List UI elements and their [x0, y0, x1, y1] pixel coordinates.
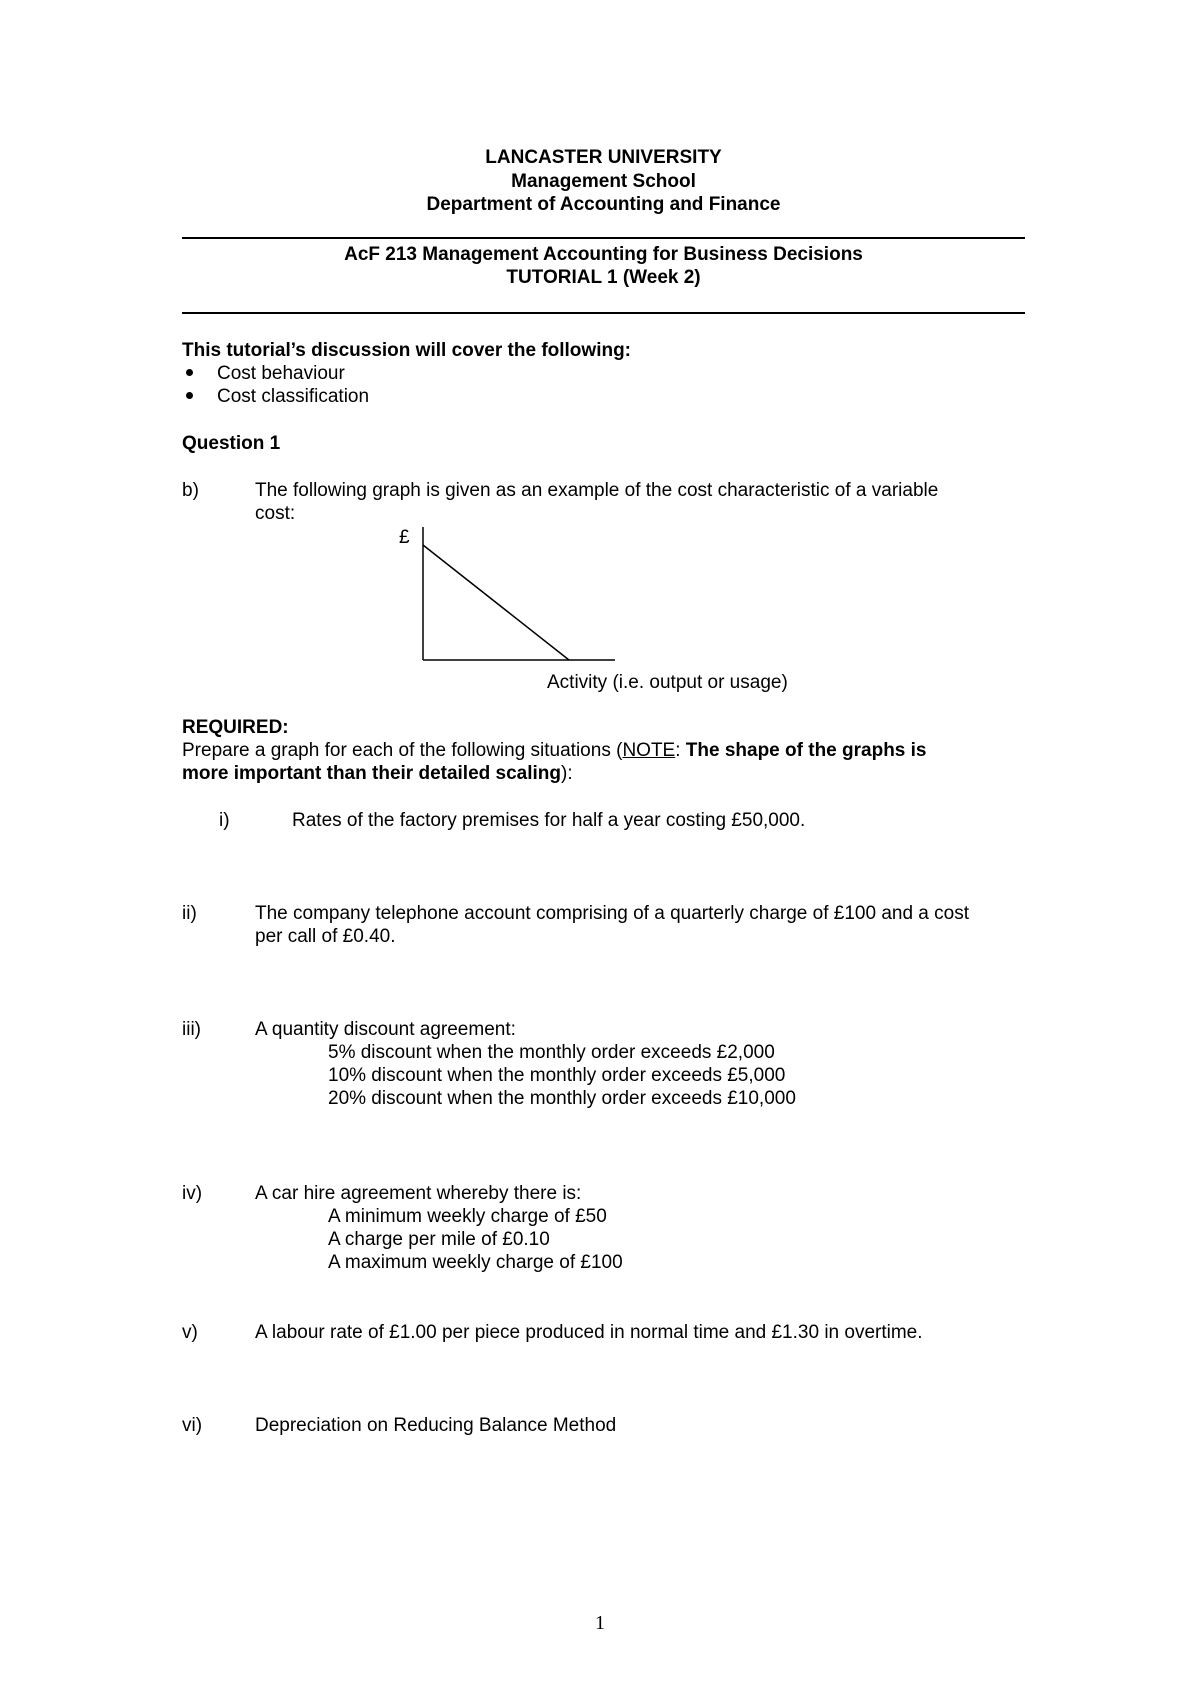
- tutorial-title: TUTORIAL 1 (Week 2): [506, 267, 701, 288]
- bullet-icon: [186, 392, 193, 399]
- item-i-text: Rates of the factory premises for half a year costing £50,000.: [292, 810, 806, 831]
- item-iii-line1: A quantity discount agreement:: [255, 1019, 516, 1040]
- question-heading: Question 1: [182, 433, 281, 454]
- top-divider: [182, 237, 1025, 239]
- required-instruction-line1: Prepare a graph for each of the following situations (NOTE: The shape of the graphs is: [182, 740, 927, 761]
- note-label: NOTE: [622, 740, 676, 761]
- item-ii-label: ii): [182, 903, 197, 924]
- graph-x-label: Activity (i.e. output or usage): [547, 672, 788, 693]
- part-b-label: b): [182, 480, 199, 501]
- item-vi-label: vi): [182, 1415, 203, 1436]
- required-heading: REQUIRED:: [182, 717, 289, 738]
- bottom-divider: [182, 312, 1025, 314]
- item-iv-sub: A maximum weekly charge of £100: [328, 1252, 623, 1273]
- variable-cost-graph: [415, 525, 620, 665]
- department-name: Department of Accounting and Finance: [426, 194, 781, 215]
- bullet-item: Cost classification: [186, 385, 369, 409]
- course-title: AcF 213 Management Accounting for Business Decisions: [344, 244, 863, 265]
- page-number: 1: [595, 1612, 605, 1634]
- item-iii-sub: 5% discount when the monthly order exceeds £2,000: [328, 1042, 775, 1063]
- item-iii-sub: 10% discount when the monthly order exceeds £5,000: [328, 1065, 786, 1086]
- graph-y-label: £: [399, 527, 410, 548]
- item-iv-sub: A charge per mile of £0.10: [328, 1229, 550, 1250]
- part-b-text-line1: The following graph is given as an example of the cost characteristic of a variable: [255, 480, 939, 501]
- part-b-text-line2: cost:: [255, 503, 296, 524]
- item-iii-sub: 20% discount when the monthly order exceeds £10,000: [328, 1088, 796, 1109]
- item-v-label: v): [182, 1322, 198, 1343]
- graph-cost-line: [423, 545, 569, 660]
- item-vi-text: Depreciation on Reducing Balance Method: [255, 1415, 617, 1436]
- school-name: Management School: [511, 171, 696, 192]
- item-iii-label: iii): [182, 1019, 201, 1040]
- item-iv-label: iv): [182, 1183, 203, 1204]
- required-instruction-line2: more important than their detailed scaling):: [182, 763, 573, 784]
- item-iv-line1: A car hire agreement whereby there is:: [255, 1183, 582, 1204]
- university-name: LANCASTER UNIVERSITY: [485, 147, 722, 168]
- item-ii-line1: The company telephone account comprising of a quarterly charge of £100 and a cost: [255, 903, 969, 924]
- item-v-text: A labour rate of £1.00 per piece produced in normal time and £1.30 in overtime.: [255, 1322, 923, 1343]
- item-ii-line2: per call of £0.40.: [255, 926, 396, 947]
- bullet-item: Cost behaviour: [186, 362, 345, 386]
- item-iv-sub: A minimum weekly charge of £50: [328, 1206, 607, 1227]
- intro-heading: This tutorial’s discussion will cover the following:: [182, 340, 632, 361]
- item-i-label: i): [219, 810, 230, 831]
- bullet-icon: [186, 369, 193, 376]
